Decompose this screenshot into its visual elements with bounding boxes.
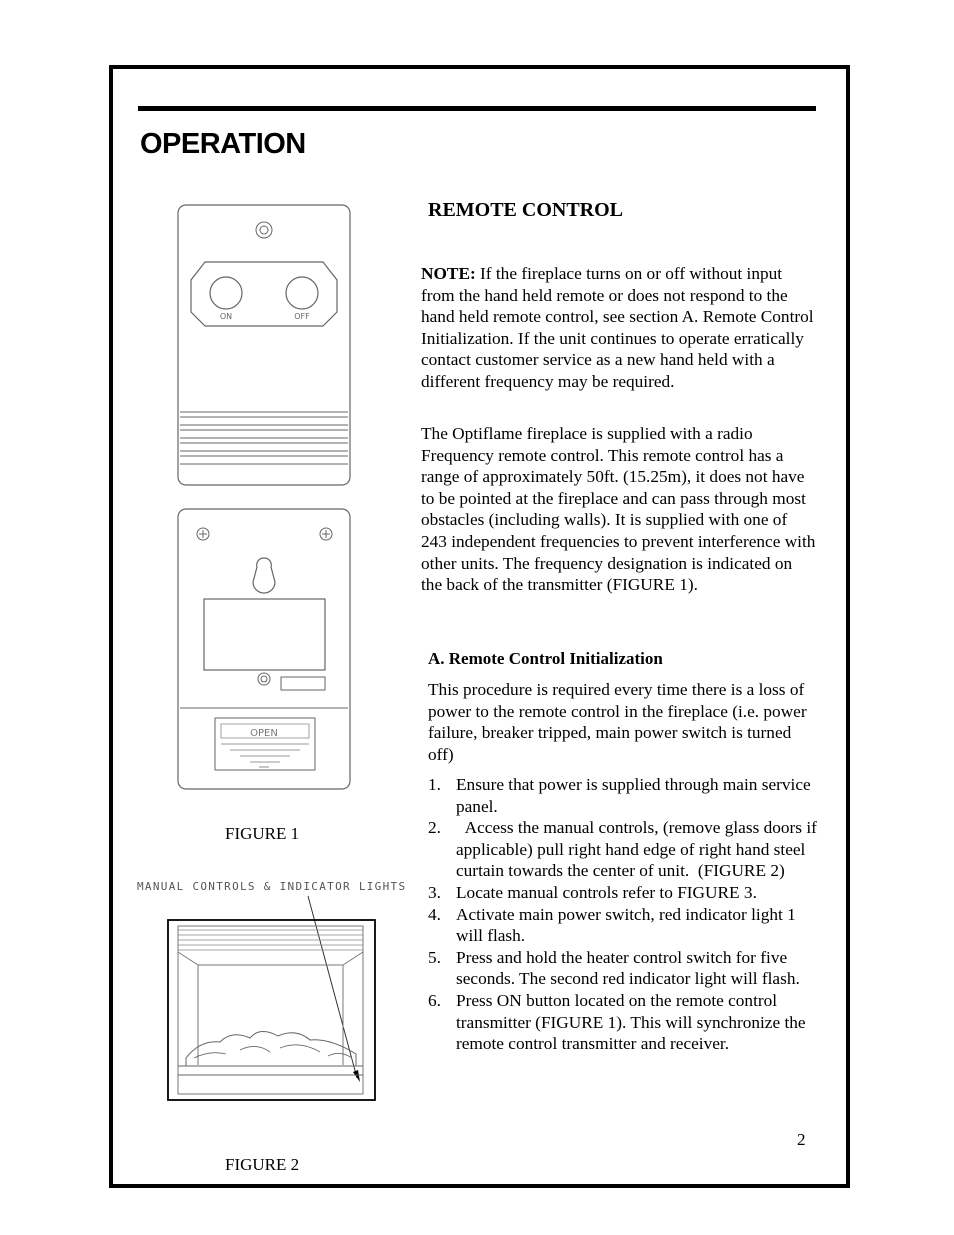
step-text: Locate manual controls refer to FIGURE 3. [456,882,757,902]
step-text: Access the manual controls, (remove glass doors if applicable) pull right hand edge of right hand steel curtain towards the center of unit. (FIGURE 2) [456,818,822,881]
list-item [428,882,818,904]
initialization-steps [428,774,822,1055]
figure2-caption: FIGURE 2 [225,1155,300,1174]
step-number: 2. [428,818,441,838]
step-text: Activate main power switch, red indicator light 1 will flash. [456,904,796,946]
figure2-callout-label: MANUAL CONTROLS & INDICATOR LIGHTS [137,880,407,893]
open-label: OPEN [250,728,278,739]
step-number: 6. [428,990,441,1010]
step-number: 4. [428,904,441,924]
page-number: 2 [797,1130,806,1149]
initialization-intro: This procedure is required every time there is a loss of power to the remote control in the fireplace (i.e. power failure, breaker tripped, main power switch is turned off) [428,680,807,764]
step-number: 3. [428,882,441,902]
list-item [428,947,818,990]
note-label: NOTE: [421,264,476,283]
note-text: If the fireplace turns on or off without input from the hand held remote or does not respond to the hand held remote control, see section A. Remote Control Initialization. If the unit continues to operate erratically contact customer service as a new hand held with a different frequency may be required. [421,264,814,391]
step-text: Press and hold the heater control switch for five seconds. The second red indicator light will flash. [456,947,800,989]
step-number: 5. [428,947,441,967]
off-label: OFF [294,312,310,321]
list-item [428,817,822,882]
figure1-remote-back [175,506,355,794]
on-label: ON [219,312,233,321]
figure1-remote-front [175,202,355,490]
page-title: OPERATION [140,128,306,160]
list-item [428,774,818,817]
remote-control-heading: REMOTE CONTROL [428,199,624,221]
note-paragraph [421,263,817,393]
figure1-caption: FIGURE 1 [225,824,300,843]
step-text: Press ON button located on the remote control transmitter (FIGURE 1). This will synchronize the remote control transmitter and receiver. [456,990,806,1054]
step-text: Ensure that power is supplied through main service panel. [456,775,811,816]
figure2-fireplace [160,890,382,1105]
list-item [428,904,818,947]
initialization-heading: A. Remote Control Initialization [428,649,663,668]
remote-description: The Optiflame fireplace is supplied with a radio Frequency remote control. This remote control has a range of approximately 50ft. (15.25m), it does not have to be pointed at the fireplace and can pass through most obstacles (including walls). It is supplied with one of 243 independent frequencies to prevent interference with other units. The frequency designation is indicated on the back of the transmitter (FIGURE 1). [421,424,816,595]
header-rule [138,106,816,111]
list-item [428,990,818,1055]
step-number: 1. [428,775,441,794]
